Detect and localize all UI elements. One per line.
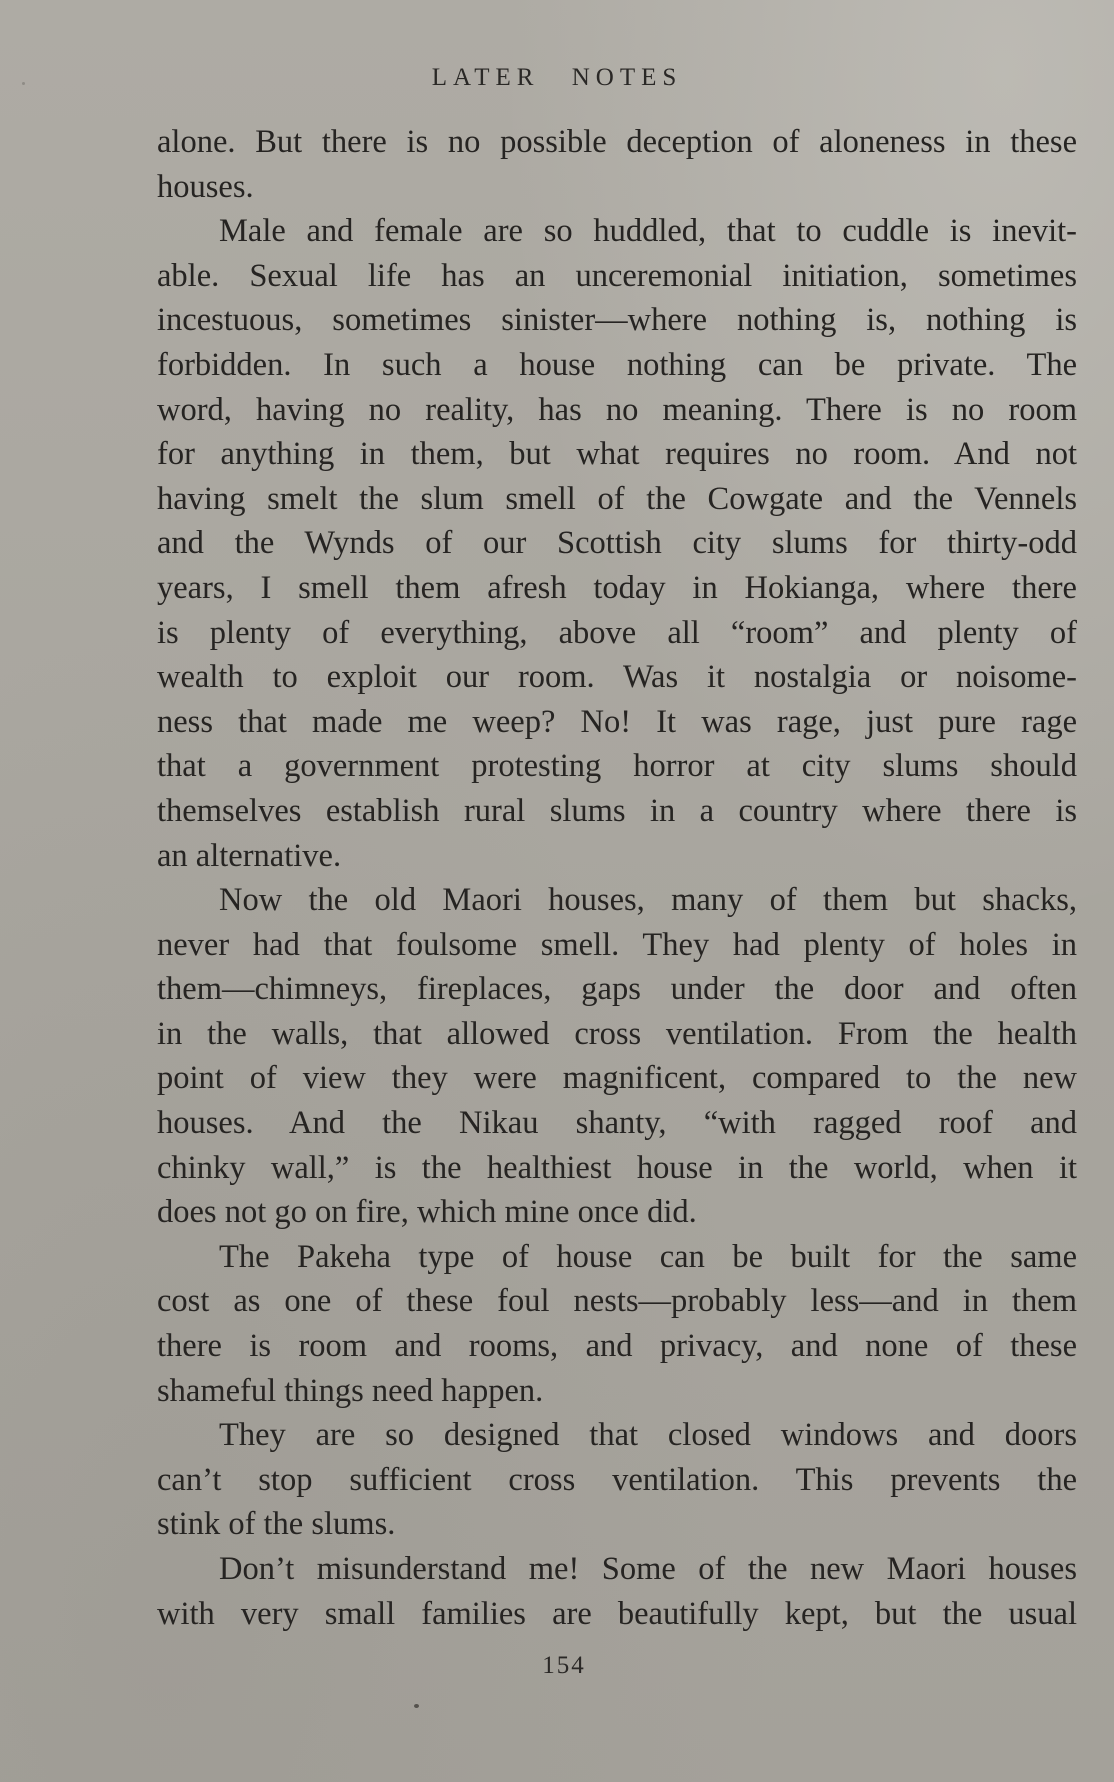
text-line: word, having no reality, has no meaning. There is no room	[157, 391, 1077, 428]
text-line: cost as one of these foul nests—probably less—and in them	[157, 1283, 1077, 1320]
text-line: an alternative.	[157, 837, 342, 874]
text-line: Male and female are so huddled, that to cuddle is inevit-	[219, 213, 1077, 250]
text-line: forbidden. In such a house nothing can be private. The	[157, 346, 1077, 383]
text-line: and the Wynds of our Scottish city slums for thirty-odd	[157, 525, 1077, 562]
text-line: never had that foulsome smell. They had plenty of holes in	[157, 926, 1077, 963]
text-line: can’t stop sufficient cross ventilation. This prevents the	[157, 1461, 1077, 1498]
text-line: them—chimneys, fireplaces, gaps under the door and often	[157, 971, 1077, 1008]
text-line: point of view they were magnificent, compared to the new	[157, 1060, 1077, 1097]
text-line: that a government protesting horror at city slums should	[157, 748, 1077, 785]
text-line: ness that made me weep? No! It was rage, just pure rage	[157, 703, 1077, 740]
text-line: They are so designed that closed windows and doors	[219, 1417, 1077, 1454]
text-line: able. Sexual life has an unceremonial initiation, sometimes	[157, 257, 1077, 294]
text-line: for anything in them, but what requires no room. And not	[157, 436, 1077, 473]
body-text	[157, 120, 1077, 1636]
ink-speck	[22, 82, 25, 85]
text-line: wealth to exploit our room. Was it nostalgia or noisome-	[157, 659, 1077, 696]
text-line: The Pakeha type of house can be built for the same	[219, 1238, 1077, 1275]
text-line: is plenty of everything, above all “room” and plenty of	[157, 614, 1077, 651]
text-line: houses.	[157, 168, 254, 205]
ink-speck	[414, 1704, 419, 1708]
text-line: themselves establish rural slums in a country where there is	[157, 792, 1077, 829]
text-line: there is room and rooms, and privacy, and none of these	[157, 1328, 1077, 1365]
text-line: houses. And the Nikau shanty, “with ragged roof and	[157, 1105, 1077, 1142]
text-line: stink of the slums.	[157, 1506, 396, 1543]
text-line: years, I smell them afresh today in Hokianga, where there	[157, 569, 1077, 606]
text-line: with very small families are beautifully kept, but the usual	[157, 1595, 1077, 1632]
text-line: does not go on fire, which mine once did.	[157, 1194, 697, 1231]
text-line: shameful things need happen.	[157, 1372, 544, 1409]
text-line: incestuous, sometimes sinister—where nothing is, nothing is	[157, 302, 1077, 339]
text-line: having smelt the slum smell of the Cowgate and the Vennels	[157, 480, 1077, 517]
page-number: 154	[542, 1652, 586, 1679]
text-line: chinky wall,” is the healthiest house in the world, when it	[157, 1149, 1077, 1186]
text-line: alone. But there is no possible deception of aloneness in these	[157, 124, 1077, 160]
text-line: in the walls, that allowed cross ventilation. From the health	[157, 1015, 1077, 1052]
text-line: Don’t misunderstand me! Some of the new Maori houses	[219, 1551, 1077, 1587]
running-head: LATER NOTES	[431, 64, 683, 91]
text-line: Now the old Maori houses, many of them but shacks,	[219, 882, 1077, 919]
